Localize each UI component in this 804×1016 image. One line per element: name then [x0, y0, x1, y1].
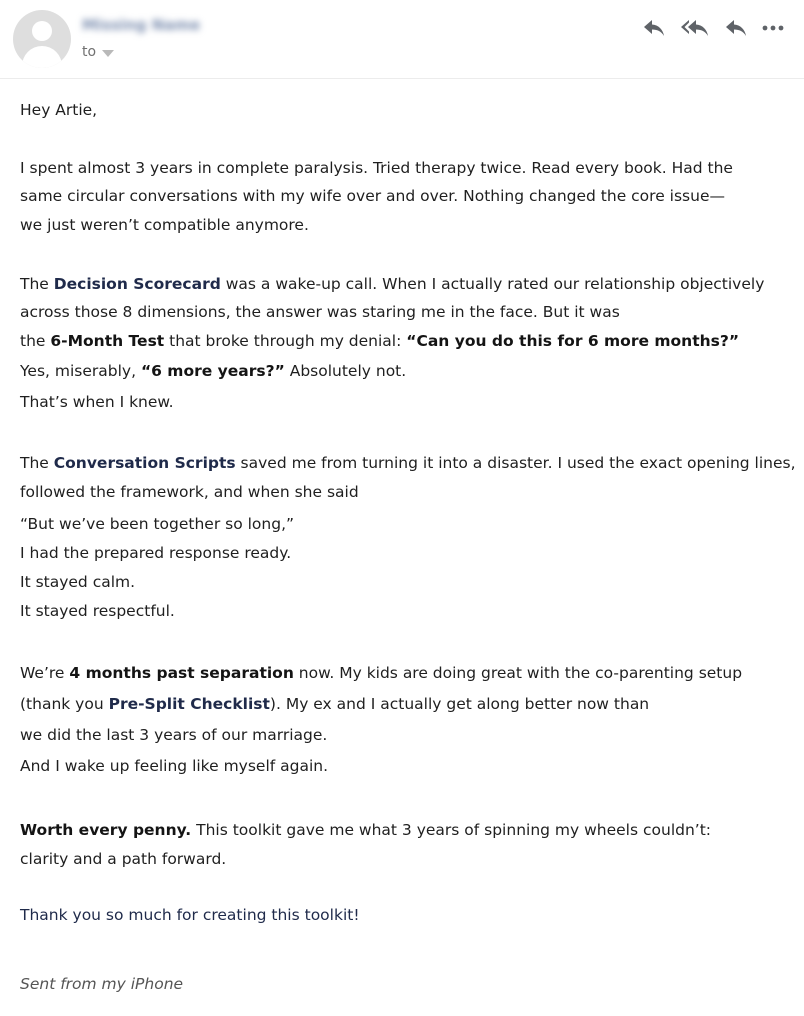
- highlight-6-month-test: 6-Month Test: [50, 332, 165, 350]
- to-label: to: [82, 44, 97, 60]
- message-actions: [642, 18, 784, 38]
- forward-icon[interactable]: [724, 18, 748, 38]
- sender-avatar[interactable]: [13, 10, 71, 68]
- quote-6-more-years: “6 more years?”: [140, 362, 285, 380]
- email-header: [0, 0, 804, 79]
- chevron-down-icon[interactable]: [102, 50, 114, 57]
- highlight-conversation-scripts: Conversation Scripts: [53, 454, 236, 472]
- body-line: It stayed calm.: [20, 573, 136, 591]
- highlight-pre-split-checklist: Pre-Split Checklist: [108, 695, 270, 713]
- body-line: It stayed respectful.: [20, 602, 175, 620]
- body-line: we did the last 3 years of our marriage.: [20, 726, 328, 744]
- recipients-toggle[interactable]: [82, 44, 114, 60]
- body-line: We’re 4 months past separation now. My kids are doing great with the co-parenting setup: [20, 664, 743, 682]
- body-line: The Decision Scorecard was a wake-up call. When I actually rated our relationship objectively: [20, 275, 765, 293]
- body-line: followed the framework, and when she said: [20, 483, 359, 501]
- body-line: clarity and a path forward.: [20, 850, 227, 868]
- body-line: same circular conversations with my wife over and over. Nothing changed the core issue—: [20, 187, 725, 205]
- highlight-decision-scorecard: Decision Scorecard: [53, 275, 221, 293]
- sender-name[interactable]: Missing Name: [82, 16, 201, 34]
- body-line: And I wake up feeling like myself again.: [20, 757, 329, 775]
- body-line: we just weren’t compatible anymore.: [20, 216, 309, 234]
- body-line: across those 8 dimensions, the answer was staring me in the face. But it was: [20, 303, 620, 321]
- body-line: “But we’ve been together so long,”: [20, 515, 295, 533]
- email-signature: Sent from my iPhone: [20, 975, 184, 993]
- body-line: Worth every penny. This toolkit gave me what 3 years of spinning my wheels couldn’t:: [20, 821, 712, 839]
- reply-icon[interactable]: [642, 18, 666, 38]
- highlight-worth-every-penny: Worth every penny.: [20, 821, 192, 839]
- thank-you-line: Thank you so much for creating this toolkit!: [20, 906, 360, 924]
- body-line: That’s when I knew.: [20, 393, 174, 411]
- avatar-placeholder-icon: [32, 21, 52, 41]
- quote-6-more-months: “Can you do this for 6 more months?”: [406, 332, 740, 350]
- more-options-icon[interactable]: [762, 18, 784, 38]
- body-line: the 6-Month Test that broke through my denial: “Can you do this for 6 more months?”: [20, 332, 740, 350]
- highlight-4-months: 4 months past separation: [69, 664, 294, 682]
- body-line: Yes, miserably, “6 more years?” Absolutely not.: [20, 362, 407, 380]
- body-line: I spent almost 3 years in complete paralysis. Tried therapy twice. Read every book. Had the: [20, 159, 733, 177]
- body-line: I had the prepared response ready.: [20, 544, 292, 562]
- body-line: (thank you Pre-Split Checklist). My ex and I actually get along better now than: [20, 695, 650, 713]
- body-line: The Conversation Scripts saved me from turning it into a disaster. I used the exact opening lines,: [20, 454, 796, 472]
- reply-all-icon[interactable]: [680, 18, 710, 38]
- greeting: Hey Artie,: [20, 101, 98, 119]
